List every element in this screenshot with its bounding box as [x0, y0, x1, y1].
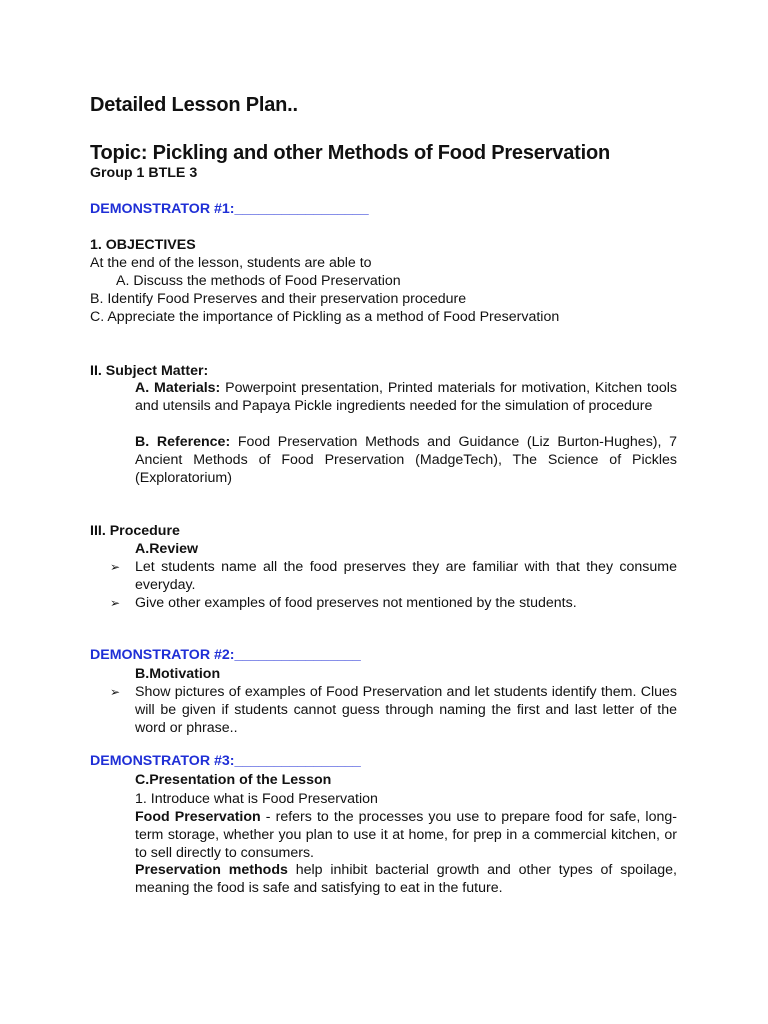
reference-label: B. Reference:	[135, 434, 231, 450]
objective-item: C. Appreciate the importance of Pickling as a method of Food Preservation	[90, 309, 560, 325]
arrow-bullet-icon: ➢	[110, 560, 121, 574]
demonstrator-1-label: DEMONSTRATOR #1:_________________	[90, 201, 369, 217]
materials-paragraph	[135, 379, 677, 415]
presentation-heading: C.Presentation of the Lesson	[135, 772, 332, 788]
review-item: Let students name all the food preserves they are familiar with that they consume everyday.	[135, 559, 677, 593]
subject-matter-heading: II. Subject Matter:	[90, 363, 209, 379]
food-preservation-label: Food Preservation	[135, 809, 261, 825]
review-item: Give other examples of food preserves not mentioned by the students.	[135, 595, 577, 611]
arrow-bullet-icon: ➢	[110, 685, 121, 699]
objective-item: A. Discuss the methods of Food Preservation	[116, 273, 401, 289]
topic-heading: Topic: Pickling and other Methods of Food Preservation	[90, 142, 610, 164]
document-title: Detailed Lesson Plan..	[90, 94, 298, 116]
objective-item: B. Identify Food Preserves and their preservation procedure	[90, 291, 467, 307]
preservation-methods-label: Preservation methods	[135, 862, 288, 878]
presentation-intro: 1. Introduce what is Food Preservation	[135, 791, 378, 807]
materials-text: Powerpoint presentation, Printed materials for motivation, Kitchen tools and utensils and Papaya Pickle ingredients needed for the simulation of procedure	[135, 380, 678, 414]
preservation-methods-paragraph	[135, 861, 677, 897]
arrow-bullet-icon: ➢	[110, 596, 121, 610]
food-preservation-definition	[135, 808, 677, 862]
procedure-heading: III. Procedure	[90, 523, 180, 539]
demonstrator-3-label: DEMONSTRATOR #3:________________	[90, 753, 361, 769]
objectives-intro: At the end of the lesson, students are able to	[90, 255, 372, 271]
reference-text: Food Preservation Methods and Guidance (Liz Burton-Hughes), 7 Ancient Methods of Food Preservation (MadgeTech), The Science of Pickles (Exploratorium)	[135, 434, 677, 486]
materials-label: A. Materials:	[135, 380, 221, 396]
motivation-heading: B.Motivation	[135, 666, 221, 682]
review-heading: A.Review	[135, 541, 199, 557]
reference-paragraph	[135, 433, 677, 487]
preservation-methods-text: help inhibit bacterial growth and other types of spoilage, meaning the food is safe and satisfying to eat in the future.	[135, 862, 677, 896]
group-label: Group 1 BTLE 3	[90, 165, 198, 181]
food-preservation-text: - refers to the processes you use to prepare food for safe, long-term storage, whether you plan to use it at home, for prep in a commercial kitchen, or to sell directly to consumers.	[135, 809, 677, 861]
motivation-item: Show pictures of examples of Food Preservation and let students identify them. Clues will be given if students cannot guess through naming the first and last letter of the word or phrase..	[135, 684, 677, 736]
objectives-heading: 1. OBJECTIVES	[90, 237, 196, 253]
demonstrator-2-label: DEMONSTRATOR #2:________________	[90, 647, 361, 663]
